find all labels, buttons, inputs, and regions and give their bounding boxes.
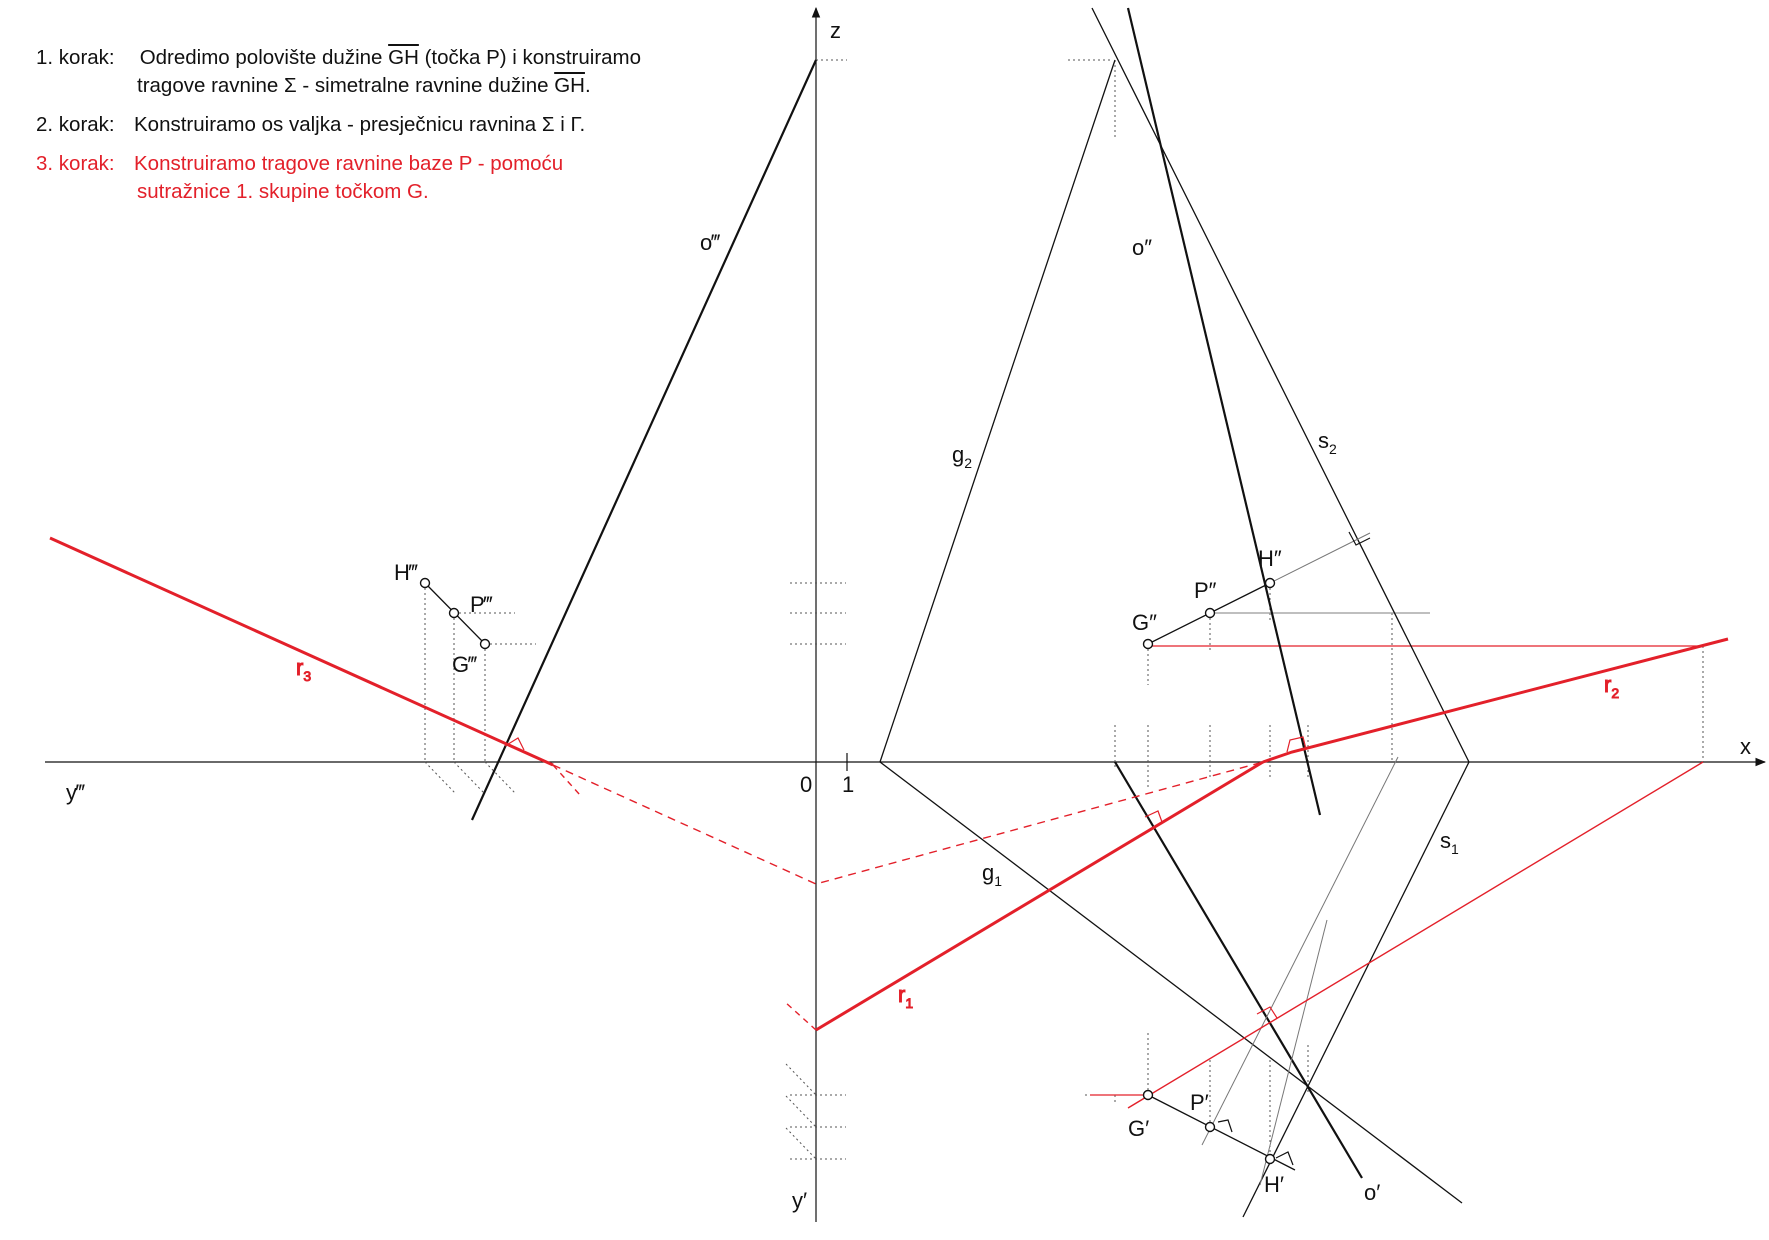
- label-g3: G‴: [452, 652, 477, 677]
- step-3-text-1: Konstruiramo tragove ravnine baze P - pomoću: [134, 152, 564, 175]
- perp-through-p1: [1202, 757, 1398, 1145]
- step-3: [36, 150, 641, 206]
- s1-line: [1243, 762, 1469, 1217]
- label-origin: 0: [800, 772, 813, 797]
- label-o3: o‴: [700, 230, 721, 255]
- step-1-label: 1. korak:: [36, 46, 115, 69]
- step-1-line-1: Odredimo polovište dužine $\overline{GH}$ (točka P) i konstruiramo: [139, 46, 642, 69]
- label-z: z: [830, 18, 841, 43]
- label-h3: H‴: [394, 560, 418, 585]
- label-x: x: [1740, 734, 1751, 759]
- label-p1: P′: [1190, 1090, 1209, 1115]
- label-p3: P‴: [470, 592, 493, 617]
- gh2-extension: [1270, 533, 1370, 583]
- g1-line: [880, 762, 1462, 1203]
- label-r1: $r_1$: [898, 982, 914, 1011]
- label-g2: $g_2$: [952, 442, 973, 471]
- label-o1: o′: [1364, 1180, 1381, 1205]
- point-h1: [1266, 1155, 1275, 1164]
- point-g2: [1144, 640, 1153, 649]
- label-tick-1: 1: [842, 772, 855, 797]
- sutraznica-g: [1128, 762, 1703, 1108]
- point-p3: [450, 609, 459, 618]
- label-s2: $s_2$: [1318, 428, 1337, 457]
- point-p2: [1206, 609, 1215, 618]
- perp-through-h1: [1260, 920, 1327, 1185]
- construction-steps: [36, 44, 641, 206]
- label-y1: y′: [792, 1188, 808, 1213]
- point-g3: [481, 640, 490, 649]
- label-y3: y‴: [66, 780, 85, 805]
- label-r2: $r_2$: [1604, 672, 1620, 701]
- step-1: [36, 44, 641, 100]
- label-p2: P″: [1194, 578, 1217, 603]
- r3-hidden-end: [553, 765, 580, 795]
- point-h3: [421, 579, 430, 588]
- r-hidden-trace: [553, 762, 1263, 884]
- step-2: [36, 111, 641, 139]
- step-2-label: 2. korak:: [36, 113, 115, 136]
- step-2-text: Konstruiramo os valjka - presječnicu ravnina Σ i Γ.: [134, 113, 586, 136]
- points: [421, 579, 1275, 1164]
- point-h2: [1266, 579, 1275, 588]
- label-h1: H′: [1264, 1172, 1285, 1197]
- step-1-line-2: tragove ravnine Σ - simetralne ravnine dužine $\overline{GH}$.: [137, 74, 591, 97]
- label-h2: H″: [1258, 546, 1282, 571]
- point-p1: [1206, 1123, 1215, 1132]
- label-o2: o″: [1132, 235, 1153, 260]
- o1-line: [1115, 762, 1362, 1178]
- o2-line: [1128, 8, 1320, 815]
- step-3-text-2: sutražnice 1. skupine točkom G.: [137, 180, 429, 203]
- label-g1pt: G′: [1128, 1116, 1150, 1141]
- g2-line: [880, 60, 1115, 762]
- r2-trace: [1263, 639, 1728, 762]
- step-3-label: 3. korak:: [36, 152, 115, 175]
- r3-trace: [50, 538, 553, 765]
- label-s1: $s_1$: [1440, 828, 1459, 857]
- r1-hidden-end: [785, 1002, 816, 1030]
- construction-guides: [425, 60, 1703, 1159]
- label-g1: $g_1$: [982, 860, 1003, 889]
- label-g2pt: G″: [1132, 610, 1157, 635]
- r1-trace: [816, 762, 1263, 1030]
- label-r3: $r_3$: [296, 655, 312, 684]
- point-g1: [1144, 1091, 1153, 1100]
